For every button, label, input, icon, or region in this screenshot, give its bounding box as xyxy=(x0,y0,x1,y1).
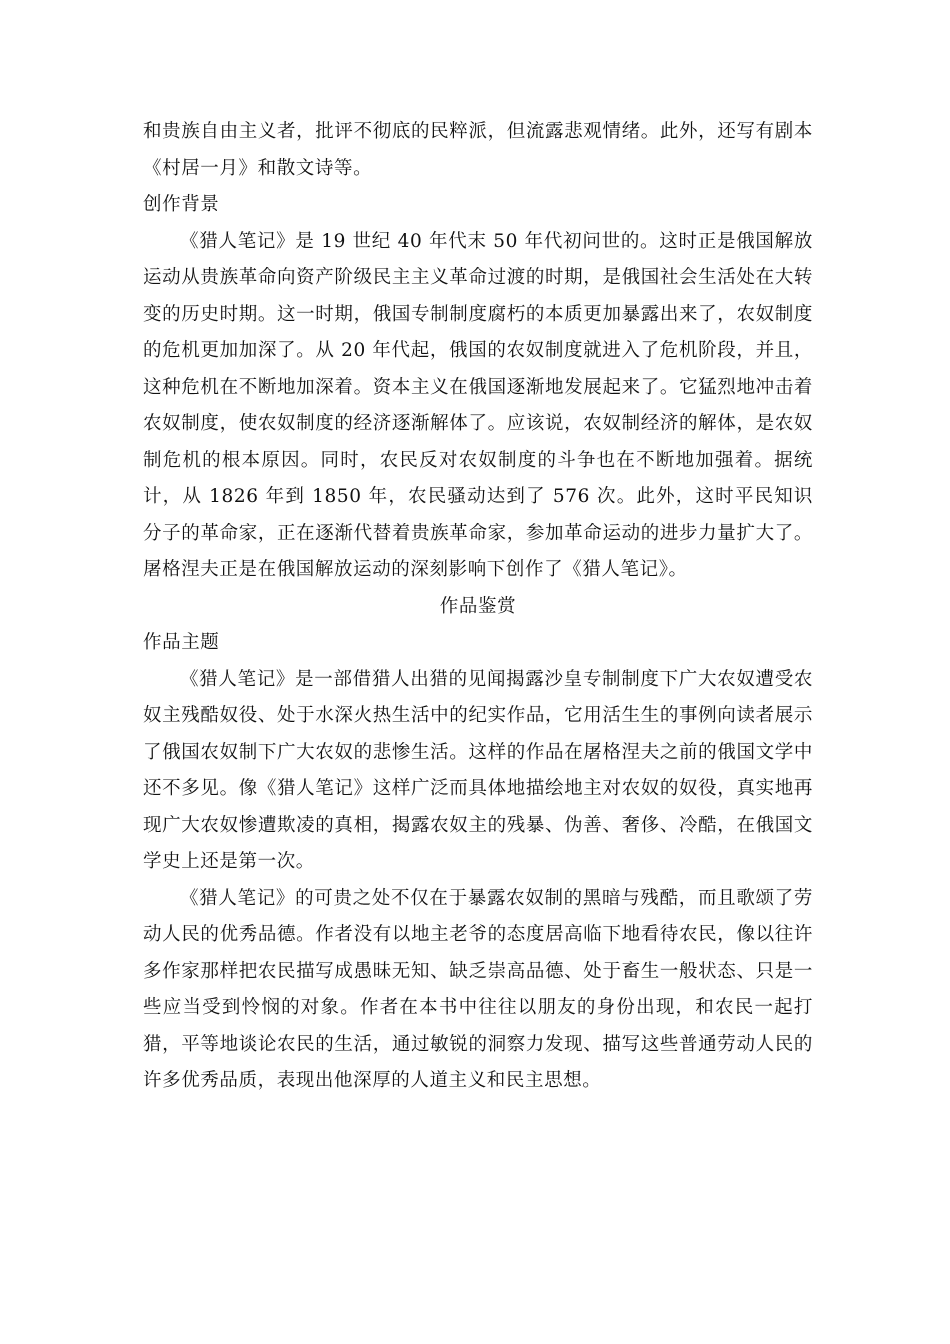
theme-paragraph-2: 《猎人笔记》的可贵之处不仅在于暴露农奴制的黑暗与残酷，而且歌颂了劳动人民的优秀品德。作者没有以地主老爷的态度居高临下地看待农民，像以往许多作家那样把农民描写成愚昧无知、缺乏崇高品德、处于畜生一般状态、只是一些应当受到怜悯的对象。作者在本书中往往以朋友的身份出现，和农民一起打猎，平等地谈论农民的生活，通过敏锐的洞察力发现、描写这些普通劳动人民的许多优秀品质，表现出他深厚的人道主义和民主思想。 xyxy=(143,887,813,1091)
theme-heading: 作品主题 xyxy=(143,632,220,653)
document-body xyxy=(143,114,813,1100)
background-heading: 创作背景 xyxy=(143,194,220,215)
theme-paragraph-1: 《猎人笔记》是一部借猎人出猎的见闻揭露沙皇专制制度下广大农奴遭受农奴主残酷奴役、处于水深火热生活中的纪实作品，它用活生生的事例向读者展示了俄国农奴制下广大农奴的悲惨生活。这样的作品在屠格涅夫之前的俄国文学中还不多见。像《猎人笔记》这样广泛而具体地描绘地主对农奴的奴役，真实地再现广大农奴惨遭欺凌的真相，揭露农奴主的残暴、伪善、奢侈、冷酷，在俄国文学史上还是第一次。 xyxy=(143,668,813,872)
appreciation-title: 作品鉴赏 xyxy=(439,595,517,617)
background-paragraph: 《猎人笔记》是 19 世纪 40 年代末 50 年代初问世的。这时正是俄国解放运动从贵族革命向资产阶级民主主义革命过渡的时期，是俄国社会生活处在大转变的历史时期。这一时期，俄国专制制度腐朽的本质更加暴露出来了，农奴制度的危机更加加深了。从 20 年代起，俄国的农奴制度就进入了危机阶段，并且，这种危机在不断地加深着。资本主义在俄国逐渐地发展起来了。它猛烈地冲击着农奴制度，使农奴制度的经济逐渐解体了。应该说，农奴制经济的解体，是农奴制危机的根本原因。同时，农民反对农奴制度的斗争也在不断地加强着。据统计，从 1826 年到 1850 年，农民骚动达到了 576 次。此外，这时平民知识分子的革命家，正在逐渐代替着贵族革命家，参加革命运动的进步力量扩大了。屠格涅夫正是在俄国解放运动的深刻影响下创作了《猎人笔记》。 xyxy=(143,230,813,580)
continuation-paragraph: 和贵族自由主义者，批评不彻底的民粹派，但流露悲观情绪。此外，还写有剧本《村居一月》和散文诗等。 xyxy=(143,121,813,179)
